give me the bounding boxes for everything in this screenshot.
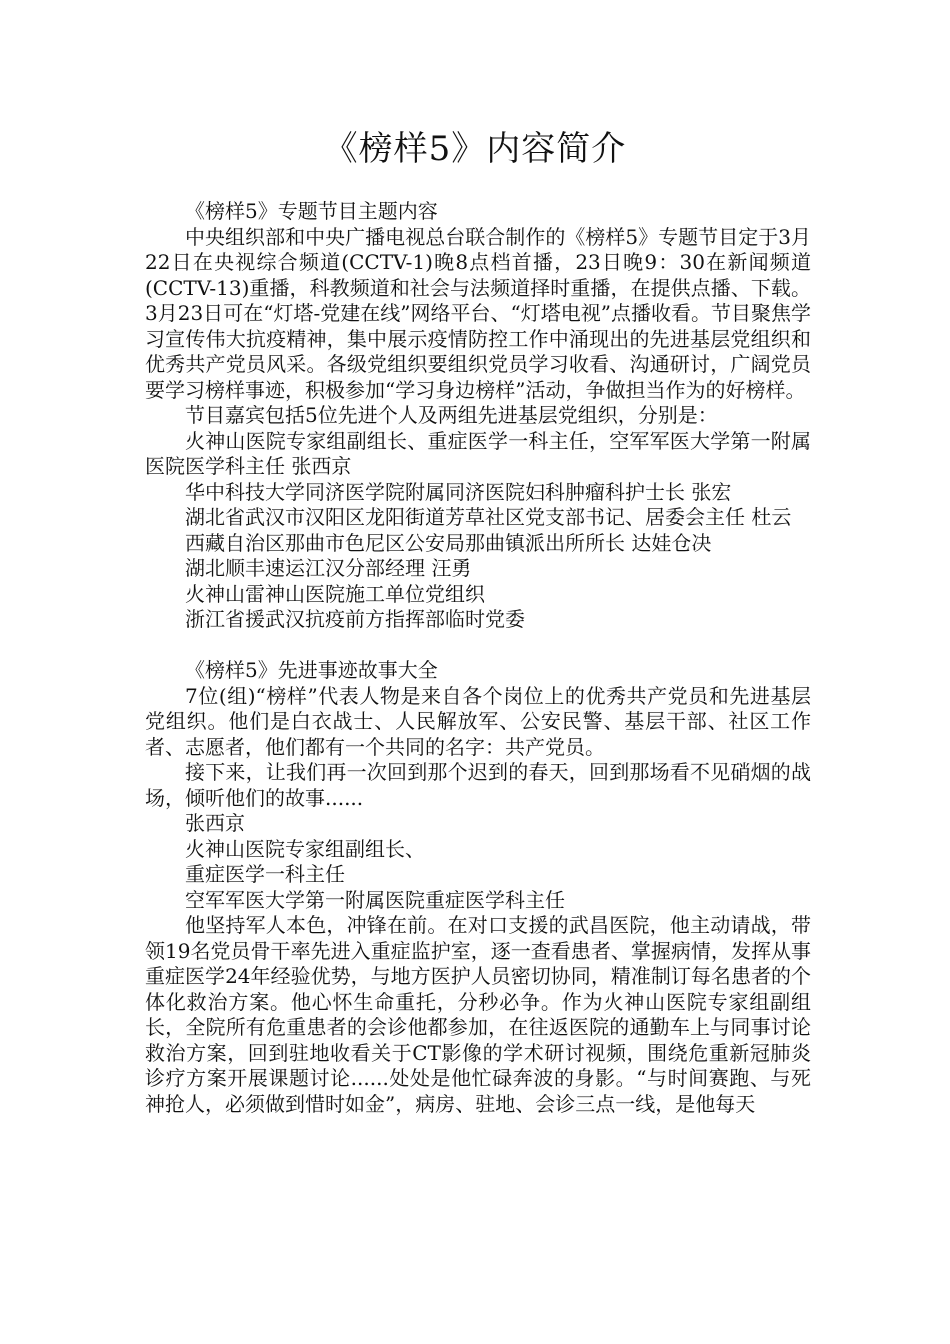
paragraph-guests-intro: 节目嘉宾包括5位先进个人及两组先进基层党组织，分别是： (185, 403, 718, 427)
guest-item: 湖北省武汉市汉阳区龙阳街道芳草社区党支部书记、居委会主任 杜云 (185, 505, 792, 529)
paragraph-lead-in: 接下来，让我们再一次回到那个迟到的春天，回到那场看不见硝烟的战场，倾听他们的故事...... (145, 760, 811, 810)
person-role: 重症医学一科主任 (185, 862, 345, 886)
person-role: 火神山医院专家组副组长、 (185, 836, 425, 861)
guest-item: 华中科技大学同济医学院附属同济医院妇科肿瘤科护士长 张宏 (185, 479, 732, 504)
section-heading-stories: 《榜样5》先进事迹故事大全 (185, 658, 438, 682)
blank-line (145, 633, 811, 659)
person-role: 空军军医大学第一附属医院重症医学科主任 (185, 887, 565, 912)
guest-item: 湖北顺丰速运江汉分部经理 汪勇 (185, 556, 472, 580)
paragraph-representatives: 7位(组)“榜样”代表人物是来自各个岗位上的优秀共产党员和先进基层党组织。他们是白衣战士、人民解放军、公安民警、基层干部、社区工作者、志愿者，他们都有一个共同的名字：共产党员。 (145, 683, 811, 759)
document-body (145, 199, 811, 1117)
guest-item: 西藏自治区那曲市色尼区公安局那曲镇派出所所长 达娃仓决 (185, 530, 712, 555)
paragraph-intro: 中央组织部和中央广播电视总台联合制作的《榜样5》专题节目定于3月22日在央视综合频道(CCTV-1)晚8点档首播，23日晚9：30在新闻频道(CCTV-13)重播，科教频道和社会与法频道择时重播，在提供点播、下载。3月23日可在“灯塔-党建在线”网络平台、“灯塔电视”点播收看。节目聚焦学习宣传伟大抗疫精神，集中展示疫情防控工作中涌现出的先进基层党组织和优秀共产党员风采。各级党组织要组织党员学习收看、沟通研讨，广阔党员要学习榜样事迹，积极参加“学习身边榜样”活动，争做担当作为的好榜样。 (145, 224, 811, 402)
guest-item: 火神山医院专家组副组长、重症医学一科主任，空军军医大学第一附属医院医学科主任 张西京 (145, 428, 811, 478)
section-heading-theme: 《榜样5》专题节目主题内容 (185, 199, 438, 223)
paragraph-story: 他坚持军人本色，冲锋在前。在对口支援的武昌医院，他主动请战，带领19名党员骨干率先进入重症监护室，逐一查看患者、掌握病情，发挥从事重症医学24年经验优势，与地方医护人员密切协同，精准制订每名患者的个体化救治方案。他心怀生命重托，分秒必争。作为火神山医院专家组副组长，全院所有危重患者的会诊他都参加，在往返医院的通勤车上与同事讨论救治方案，回到驻地收看关于CT影像的学术研讨视频，围绕危重新冠肺炎诊疗方案开展课题讨论......处处是他忙碌奔波的身影。“与时间赛跑、与死神抢人，必须做到惜时如金”，病房、驻地、会诊三点一线，是他每天 (145, 913, 811, 1116)
document-title: 《榜样5》内容简介 (323, 129, 627, 169)
person-name: 张西京 (185, 811, 245, 835)
guest-item: 火神山雷神山医院施工单位党组织 (185, 581, 485, 606)
guest-item: 浙江省援武汉抗疫前方指挥部临时党委 (185, 607, 525, 631)
